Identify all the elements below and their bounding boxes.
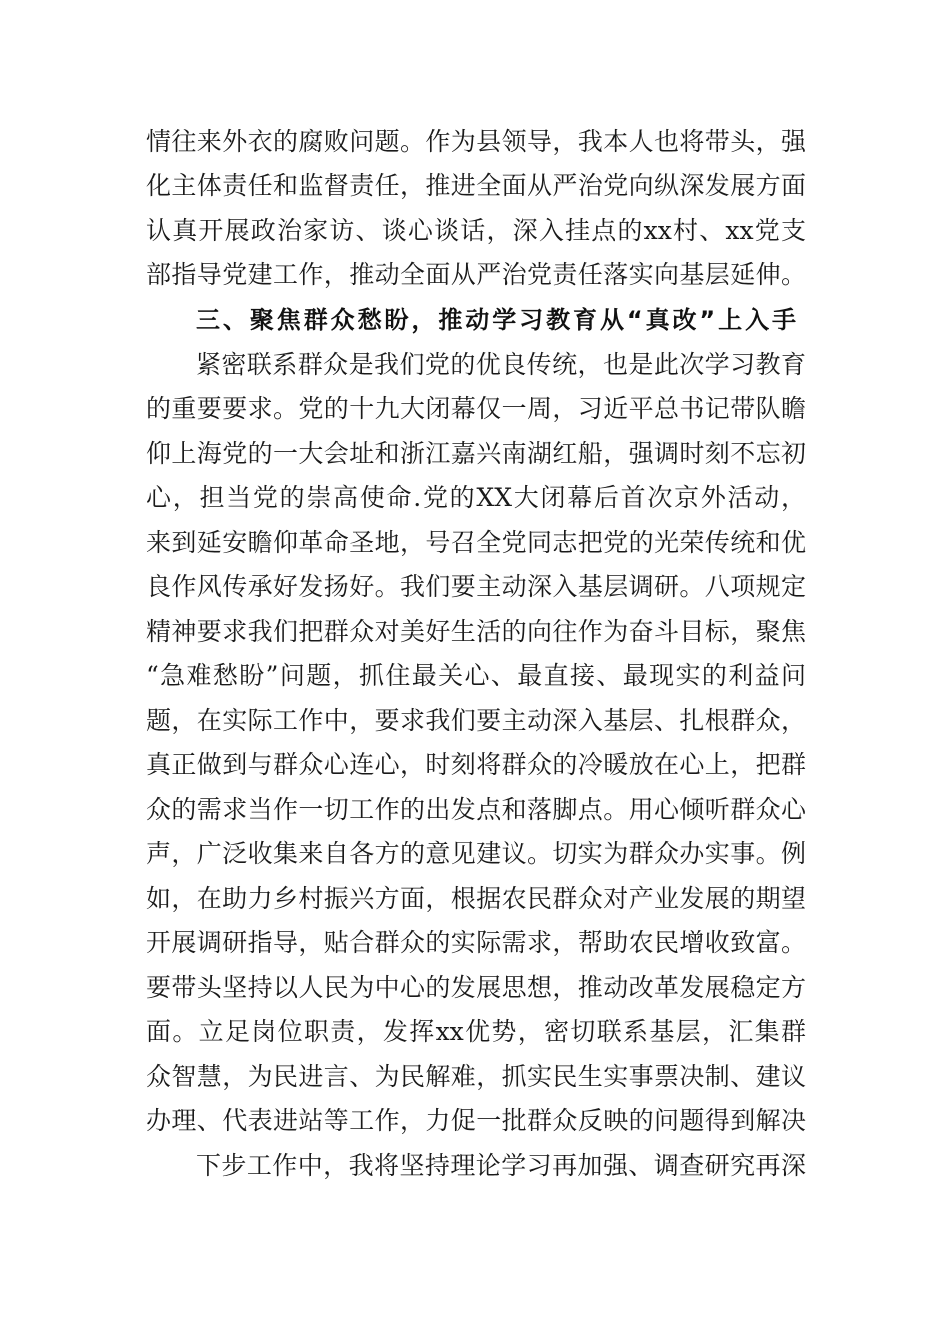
text-line: 良作风传承好发扬好。我们要主动深入基层调研。八项规定 [146,572,806,601]
text-line: 真正做到与群众心连心，时刻将群众的冷暖放在心上，把群 [146,750,806,779]
section-heading: 三、聚焦群众愁盼，推动学习教育从“真改”上入手 [196,306,796,334]
text-line: 如，在助力乡村振兴方面，根据农民群众对产业发展的期望 [146,884,806,913]
text-line: 开展调研指导，贴合群众的实际需求，帮助农民增收致富。 [146,928,806,957]
text-line: 认真开展政治家访、谈心谈话，深入挂点的xx村、xx党支 [146,216,806,245]
text-line: 化主体责任和监督责任，推进全面从严治党向纵深发展方面 [146,171,806,200]
text-line: 众的需求当作一切工作的出发点和落脚点。用心倾听群众心 [146,795,806,824]
text-line: 心，担当党的崇高使命.党的XX大闭幕后首次京外活动， [146,483,806,512]
text-line: “急难愁盼”问题，抓住最关心、最直接、最现实的利益问 [146,661,806,690]
text-line: 精神要求我们把群众对美好生活的向往作为奋斗目标，聚焦 [146,617,806,646]
text-line: 紧密联系群众是我们党的优良传统，也是此次学习教育 [196,350,806,379]
text-line: 要带头坚持以人民为中心的发展思想，推动改革发展稳定方 [146,973,806,1002]
text-line: 部指导党建工作，推动全面从严治党责任落实向基层延伸。 [146,260,806,289]
text-line: 面。立足岗位职责，发挥xx优势，密切联系基层，汇集群 [146,1017,806,1046]
text-line: 题，在实际工作中，要求我们要主动深入基层、扎根群众， [146,706,806,735]
text-line: 下步工作中，我将坚持理论学习再加强、调查研究再深 [196,1151,806,1180]
text-line: 办理、代表进站等工作，力促一批群众反映的问题得到解决 [146,1106,806,1135]
text-line: 情往来外衣的腐败问题。作为县领导，我本人也将带头，强 [146,127,806,156]
text-line: 仰上海党的一大会址和浙江嘉兴南湖红船，强调时刻不忘初 [146,439,806,468]
text-line: 来到延安瞻仰革命圣地，号召全党同志把党的光荣传统和优 [146,528,806,557]
text-line: 众智慧，为民进言、为民解难，抓实民生实事票决制、建议 [146,1062,806,1091]
text-line: 声，广泛收集来自各方的意见建议。切实为群众办实事。例 [146,839,806,868]
text-line: 的重要要求。党的十九大闭幕仅一周，习近平总书记带队瞻 [146,394,806,423]
